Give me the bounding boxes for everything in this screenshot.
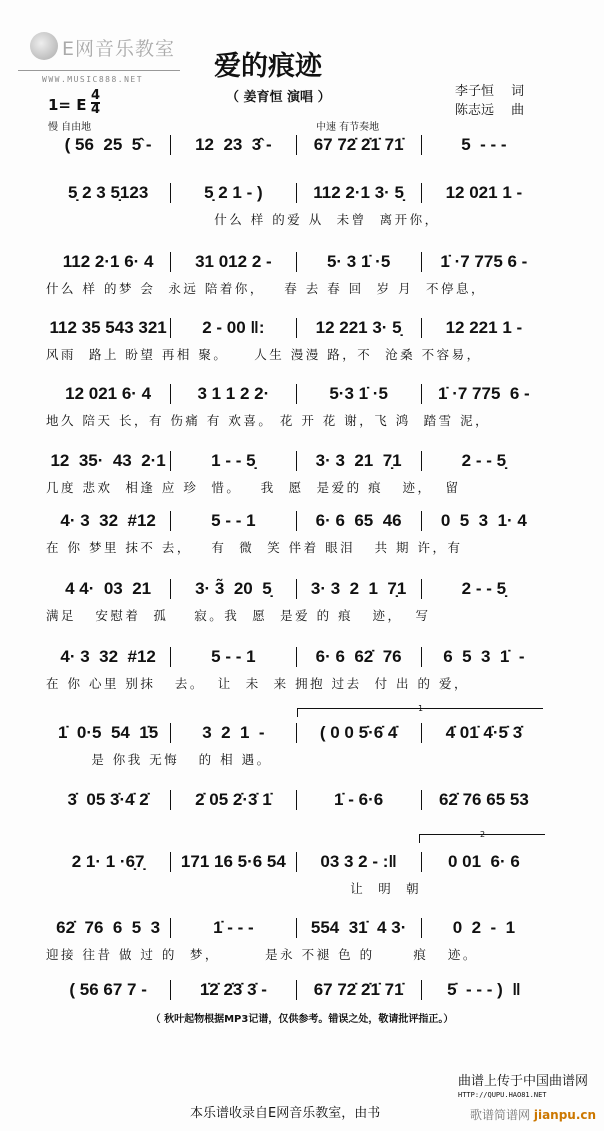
volta-1	[297, 704, 543, 717]
measure: 2 1· 1 ·6̣7̣	[71, 852, 145, 871]
measure: 3 2 1 -	[202, 723, 265, 742]
site-name: 歌谱简谱网	[470, 1108, 531, 1122]
time-signature	[91, 90, 100, 116]
measure: ( 56 67 7 -	[69, 980, 147, 999]
notation-row	[46, 451, 546, 471]
measure: 112 2·1 6· 4	[62, 252, 154, 271]
collection-credit: 本乐谱收录自E网音乐教室，由书	[190, 1106, 381, 1121]
measure: 4 4· 03 21	[65, 579, 152, 598]
measure: 6 5 3 1̇ -	[443, 647, 525, 666]
notation-row	[46, 384, 546, 404]
site-watermark	[470, 1108, 596, 1123]
key-signature: 1= E	[48, 96, 87, 114]
measure: 2̇ 05 2̇·3̇ 1̇	[195, 790, 272, 809]
measure: 2 - 00 ‖:	[202, 318, 265, 337]
time-sig-top: 4	[91, 88, 101, 103]
volta-1-label: 1	[417, 704, 424, 713]
measure: 03 3 2 - :‖	[320, 852, 397, 871]
measure: 67 72̇ 2̇1̇ 71̇	[313, 135, 404, 154]
notation-row	[46, 852, 546, 872]
logo-icon	[30, 32, 58, 60]
upload-credit: 曲谱上传于中国曲谱网	[458, 1074, 589, 1089]
measure: 2 - - 5̣	[461, 451, 507, 470]
lyrics-line: 风雨 路上 盼望 再相 聚。 人生 漫漫 路，不 沧桑 不容易，	[46, 347, 482, 362]
notation-row	[46, 790, 546, 810]
measure: 62̇ 76 65 53	[438, 790, 529, 809]
measure: 12 221 1 -	[445, 318, 523, 337]
lyrics-line: 地久 陪天 长，有 伤痛 有 欢喜。 花 开 花 谢，飞 鸿 踏雪 泥，	[46, 413, 491, 428]
measure: 12 23 3̂ -	[195, 135, 272, 154]
measure: 1̇ - - -	[213, 918, 254, 937]
measure: 5·3 1̇ ·5	[329, 384, 388, 403]
song-title: 爱的痕迹	[214, 51, 322, 82]
measure: 12 35· 43 2·1	[50, 451, 166, 470]
lyrics-line: 在 你 梦里 抹不 去， 有 微 笑 伴着 眼泪 共 期 许，有	[46, 540, 463, 555]
measure: 4· 3 32 #12	[60, 511, 156, 530]
notation-row	[46, 579, 546, 599]
measure: 112 2·1 3· 5̣	[313, 183, 404, 202]
lyrics-line: 是 你我 无悔 的 相 遇。	[46, 752, 272, 767]
measure: 5 - - 1	[211, 511, 256, 530]
measure: 3̇ 05 3̇·4̇ 2̇	[67, 790, 149, 809]
logo-divider	[18, 70, 180, 71]
measure: 1̇ 0·5 54 1̇5	[58, 723, 159, 742]
measure: 3· 3 21 7̣1	[315, 451, 402, 470]
measure: 1̇ ·7 775 6 -	[440, 252, 528, 271]
measure: 0 01 6· 6	[447, 852, 520, 871]
measure: 5 - - 1	[211, 647, 256, 666]
measure: 3· 3 2 1 7̣1	[310, 579, 407, 598]
lyrics-line: 什么 样 的爱 从 未曾 离开你，	[46, 212, 440, 227]
measure: ( 56 25 5̂ -	[64, 135, 152, 154]
measure: 12 221 3· 5̣	[315, 318, 402, 337]
measure: 3· 3̃ 20 5̣	[195, 579, 272, 598]
measure: 4̇ 01̇ 4̇·5̇ 3̇	[445, 723, 523, 742]
measure: 4· 3 32 #12	[60, 647, 156, 666]
composer: 陈志远 曲	[455, 103, 525, 118]
lyricist: 李子恒 词	[455, 84, 525, 99]
measure: 171 16 5·6 54	[180, 852, 286, 871]
notation-row	[46, 252, 546, 272]
measure: 5· 3 1̇ ·5	[326, 252, 391, 271]
notation-row	[46, 135, 546, 155]
measure: 5̣ 2 3 5̣123	[67, 183, 149, 202]
measure: 12 021 1 -	[445, 183, 523, 202]
measure: 0 5 3 1· 4	[440, 511, 527, 530]
transcription-note: （ 秋叶起物根据MP3记谱，仅供参考。错误之处，敬请批评指正。）	[150, 1014, 454, 1025]
lyrics-line: 在 你 心里 别抹 去。 让 未 来 拥抱 过去 付 出 的 爱，	[46, 676, 469, 691]
measure: 12 021 6· 4	[65, 384, 152, 403]
measure: 1 - - 5̣	[211, 451, 256, 470]
logo-name: E网音乐教室	[62, 38, 176, 60]
measure: ( 0 0 5̇·6̇ 4̇	[319, 723, 398, 742]
time-sig-bottom: 4	[91, 102, 101, 117]
notation-row	[46, 183, 546, 203]
measure: 5̣ 2 1 - )	[204, 183, 263, 202]
volta-2-label: 2	[479, 830, 486, 839]
singer: （ 姜育恒 演唱 ）	[226, 90, 331, 105]
measure: 3 1 1 2 2·	[197, 384, 270, 403]
notation-row	[46, 723, 546, 743]
measure: 554 31̇ 4 3·	[310, 918, 407, 937]
measure: 5 - - -	[461, 135, 507, 154]
tempo-main: 中速 有节奏地	[316, 122, 380, 133]
measure: 6· 6 62̇ 76	[315, 647, 402, 666]
measure: 5̇ - - - ) ‖	[447, 980, 521, 999]
notation-row	[46, 918, 546, 938]
measure: 1̇2̇ 2̇3̇ 3̇ -	[199, 980, 267, 999]
logo-url: WWW.MUSIC888.NET	[42, 75, 144, 84]
measure: 1̇ - 6·6	[334, 790, 384, 809]
upload-url: HTTP://QUPU.HAO81.NET	[458, 1091, 547, 1099]
notation-row	[46, 318, 546, 338]
measure: 0 2 - 1	[452, 918, 516, 937]
measure: 6· 6 65 46	[315, 511, 402, 530]
tempo-intro: 慢 自由地	[48, 122, 92, 133]
lyrics-line: 满足 安慰着 孤 寂。我 愿 是爱 的 痕 迹， 写	[46, 608, 431, 623]
measure: 67 72̇ 2̇1̇ 71̇	[313, 980, 404, 999]
notation-row	[46, 980, 546, 1000]
lyrics-line: 几度 悲欢 相逢 应 珍 惜。 我 愿 是爱的 痕 迹， 留	[46, 480, 461, 495]
measure: 1̇ ·7 775 6 -	[438, 384, 530, 403]
lyrics-line: 什么 样 的梦 会 永远 陪着你， 春 去 春 回 岁 月 不停息，	[46, 281, 487, 296]
notation-row	[46, 511, 546, 531]
notation-row	[46, 647, 546, 667]
measure: 62̇ 76 6 5 3	[56, 918, 161, 937]
volta-2	[419, 830, 545, 843]
measure: 31 012 2 -	[195, 252, 272, 271]
lyrics-line: 让 明 朝	[46, 881, 422, 896]
lyrics-line: 迎接 往昔 做 过 的 梦， 是永 不褪 色 的 痕 迹。	[46, 947, 478, 962]
measure: 2 - - 5̣	[461, 579, 507, 598]
measure: 112 35 543 321	[49, 318, 167, 337]
site-domain: jianpu.cn	[533, 1108, 597, 1122]
